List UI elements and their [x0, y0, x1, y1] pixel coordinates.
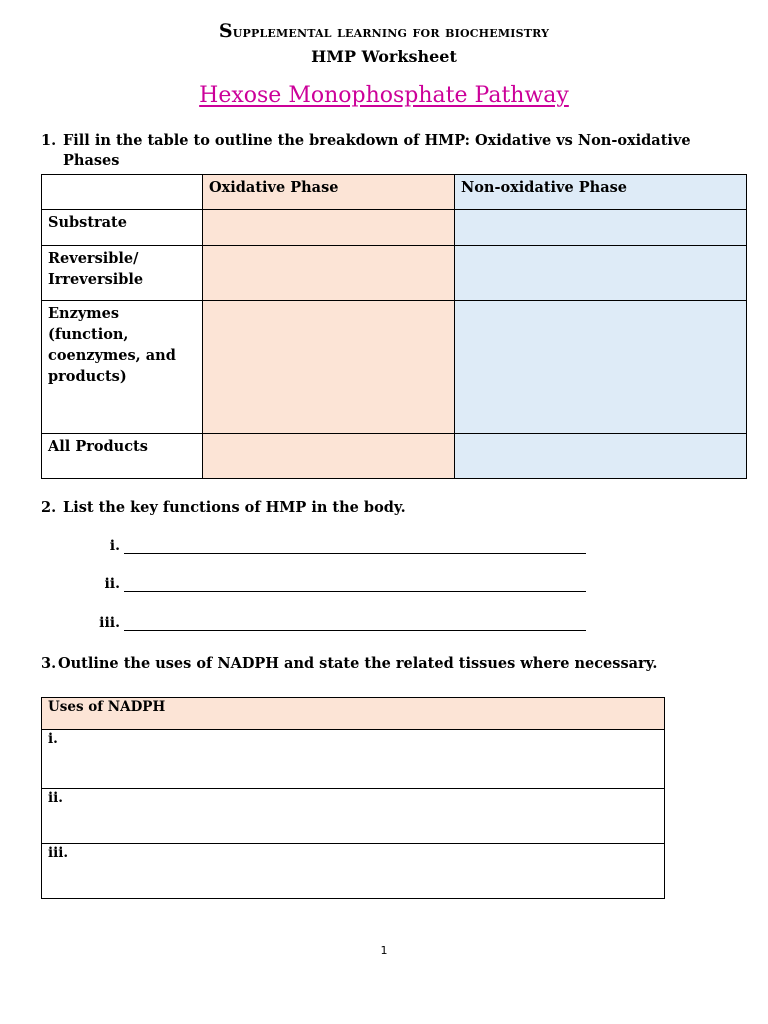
answer-numeral: i.: [109, 538, 120, 554]
table-header-row: [42, 175, 747, 210]
table-row: [42, 434, 747, 479]
course-header-initial: S: [218, 20, 233, 42]
nadph-use-numeral: ii.: [48, 790, 63, 806]
answer-underline[interactable]: [124, 591, 586, 592]
row-label-line: All Products: [48, 438, 148, 455]
oxidative-phase-header: Oxidative Phase: [203, 175, 455, 210]
row-label-line: Reversible/: [48, 250, 139, 267]
question-1-text-line1: Fill in the table to outline the breakdown of HMP: Oxidative vs Non-oxidative: [63, 132, 691, 149]
row-label-line: Enzymes: [48, 305, 119, 322]
non-oxidative-enzymes-cell[interactable]: [455, 301, 747, 434]
page-number: 1: [380, 944, 388, 957]
row-label-reversibility: [42, 246, 203, 301]
question-1: [41, 131, 761, 173]
oxidative-products-cell[interactable]: [203, 434, 455, 479]
question-2-number: 2.: [41, 499, 57, 516]
row-label-line: Irreversible: [48, 271, 144, 288]
row-label-line: coenzymes, and: [48, 347, 176, 364]
non-oxidative-substrate-cell[interactable]: [455, 210, 747, 246]
nadph-header-cell: Uses of NADPH: [42, 698, 665, 730]
non-oxidative-reversibility-cell[interactable]: [455, 246, 747, 301]
page-title: Hexose Monophosphate Pathway: [199, 83, 569, 108]
question-3-number: 3.: [41, 655, 57, 672]
answer-underline[interactable]: [124, 630, 586, 631]
table-row: [42, 789, 665, 844]
nadph-use-cell-1[interactable]: [42, 730, 665, 789]
nadph-header-row: [42, 698, 665, 730]
table-row: [42, 301, 747, 434]
phases-table: [41, 174, 747, 479]
nadph-use-numeral: iii.: [48, 845, 69, 861]
row-label-line: Substrate: [48, 214, 127, 231]
oxidative-substrate-cell[interactable]: [203, 210, 455, 246]
question-1-text-line2: Phases: [63, 152, 120, 169]
question-1-number: 1.: [41, 132, 57, 149]
row-label-line: products): [48, 368, 127, 385]
table-row: [42, 246, 747, 301]
answer-numeral: ii.: [104, 576, 120, 592]
table-row: [42, 210, 747, 246]
answer-numeral: iii.: [99, 615, 120, 631]
table-corner-cell: [42, 175, 203, 210]
non-oxidative-products-cell[interactable]: [455, 434, 747, 479]
worksheet-subtitle: HMP Worksheet: [311, 47, 457, 66]
question-3-text: Outline the uses of NADPH and state the related tissues where necessary.: [58, 655, 658, 672]
course-header: [0, 20, 768, 42]
question-2-text: List the key functions of HMP in the body.: [63, 499, 406, 516]
question-2: [41, 498, 761, 520]
question-3: [41, 654, 761, 676]
oxidative-reversibility-cell[interactable]: [203, 246, 455, 301]
table-row: [42, 730, 665, 789]
nadph-use-numeral: i.: [48, 731, 58, 747]
row-label-substrate: [42, 210, 203, 246]
oxidative-enzymes-cell[interactable]: [203, 301, 455, 434]
answer-underline[interactable]: [124, 553, 586, 554]
row-label-enzymes: [42, 301, 203, 434]
row-label-line: (function,: [48, 326, 129, 343]
non-oxidative-phase-header: Non-oxidative Phase: [455, 175, 747, 210]
nadph-uses-table: [41, 697, 665, 899]
nadph-use-cell-2[interactable]: [42, 789, 665, 844]
nadph-use-cell-3[interactable]: [42, 844, 665, 899]
table-row: [42, 844, 665, 899]
row-label-products: [42, 434, 203, 479]
course-header-rest: upplemental learning for biochemistry: [232, 23, 550, 41]
